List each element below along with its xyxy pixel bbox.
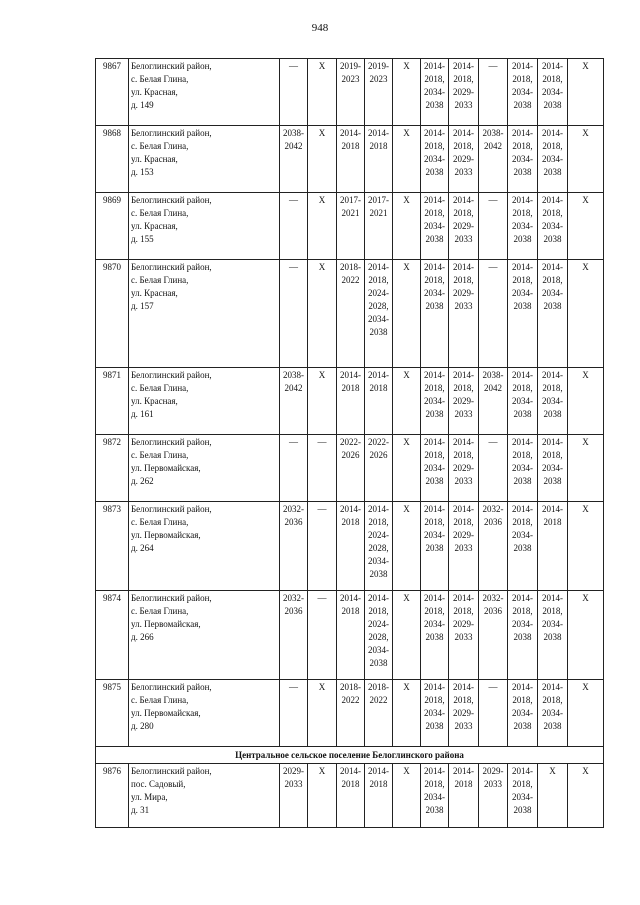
period-cell: 2022- 2026 xyxy=(337,435,365,502)
period-cell: 2014- 2018, 2034- 2038 xyxy=(421,502,449,591)
table-row xyxy=(96,435,604,502)
period-cell: 2014- 2018, 2034- 2038 xyxy=(421,126,449,193)
section-header-row xyxy=(96,747,604,764)
period-cell: 2038- 2042 xyxy=(280,368,308,435)
period-cell: X xyxy=(393,260,421,368)
row-number: 9875 xyxy=(96,680,129,747)
period-cell: X xyxy=(393,591,421,680)
period-cell: 2014- 2018, 2034- 2038 xyxy=(421,368,449,435)
table-row xyxy=(96,193,604,260)
period-cell: 2018- 2022 xyxy=(365,680,393,747)
period-cell: 2014- 2018, 2034- 2038 xyxy=(508,591,538,680)
period-cell: 2014- 2018, 2034- 2038 xyxy=(421,435,449,502)
period-cell: 2014- 2018, 2034- 2038 xyxy=(538,368,568,435)
period-cell: X xyxy=(568,680,604,747)
row-number: 9868 xyxy=(96,126,129,193)
period-cell: — xyxy=(479,260,508,368)
period-cell: X xyxy=(308,193,337,260)
period-cell: — xyxy=(479,59,508,126)
period-cell: X xyxy=(308,764,337,828)
period-cell: 2014- 2018 xyxy=(365,126,393,193)
period-cell: 2014- 2018, 2024- 2028, 2034- 2038 xyxy=(365,502,393,591)
period-cell: 2014- 2018 xyxy=(337,764,365,828)
period-cell: 2014- 2018, 2034- 2038 xyxy=(508,435,538,502)
period-cell: 2014- 2018 xyxy=(337,502,365,591)
period-cell: 2014- 2018, 2034- 2038 xyxy=(508,680,538,747)
period-cell: 2014- 2018 xyxy=(337,126,365,193)
period-cell: X xyxy=(393,764,421,828)
period-cell: 2019- 2023 xyxy=(365,59,393,126)
period-cell: 2017- 2021 xyxy=(337,193,365,260)
section-title: Центральное сельское поселение Белоглинского района xyxy=(96,747,604,764)
period-cell: 2019- 2023 xyxy=(337,59,365,126)
address-cell: Белоглинский район, с. Белая Глина, ул. Первомайская, д. 280 xyxy=(129,680,280,747)
period-cell: X xyxy=(393,126,421,193)
period-cell: 2014- 2018, 2034- 2038 xyxy=(508,126,538,193)
period-cell: — xyxy=(280,59,308,126)
period-cell: — xyxy=(280,193,308,260)
period-cell: 2029- 2033 xyxy=(479,764,508,828)
period-cell: X xyxy=(568,126,604,193)
period-cell: 2014- 2018, 2029- 2033 xyxy=(449,591,479,680)
address-cell: Белоглинский район, с. Белая Глина, ул. Первомайская, д. 266 xyxy=(129,591,280,680)
period-cell: 2014- 2018 xyxy=(538,502,568,591)
period-cell: X xyxy=(393,680,421,747)
period-cell: X xyxy=(393,502,421,591)
address-cell: Белоглинский район, с. Белая Глина, ул. Первомайская, д. 264 xyxy=(129,502,280,591)
table-row xyxy=(96,126,604,193)
period-cell: — xyxy=(280,680,308,747)
period-cell: 2014- 2018, 2034- 2038 xyxy=(508,260,538,368)
table-row xyxy=(96,368,604,435)
period-cell: 2032- 2036 xyxy=(280,591,308,680)
period-cell: X xyxy=(538,764,568,828)
period-cell: — xyxy=(308,435,337,502)
period-cell: X xyxy=(568,764,604,828)
period-cell: 2014- 2018, 2034- 2038 xyxy=(508,193,538,260)
period-cell: 2014- 2018, 2029- 2033 xyxy=(449,502,479,591)
period-cell: 2032- 2036 xyxy=(479,502,508,591)
period-cell: 2018- 2022 xyxy=(337,260,365,368)
period-cell: 2014- 2018, 2029- 2033 xyxy=(449,680,479,747)
period-cell: X xyxy=(568,368,604,435)
period-cell: 2014- 2018, 2034- 2038 xyxy=(421,591,449,680)
period-cell: 2014- 2018, 2034- 2038 xyxy=(538,435,568,502)
row-number: 9867 xyxy=(96,59,129,126)
period-cell: 2014- 2018, 2034- 2038 xyxy=(538,680,568,747)
period-cell: 2014- 2018, 2034- 2038 xyxy=(421,193,449,260)
address-cell: Белоглинский район, с. Белая Глина, ул. Красная, д. 157 xyxy=(129,260,280,368)
page-number: 948 xyxy=(311,22,329,34)
period-cell: X xyxy=(308,368,337,435)
period-cell: X xyxy=(308,680,337,747)
period-cell: 2014- 2018 xyxy=(337,368,365,435)
period-cell: 2014- 2018 xyxy=(449,764,479,828)
period-cell: X xyxy=(568,502,604,591)
address-cell: Белоглинский район, пос. Садовый, ул. Мира, д. 31 xyxy=(129,764,280,828)
table-row xyxy=(96,680,604,747)
period-cell: 2032- 2036 xyxy=(280,502,308,591)
period-cell: X xyxy=(393,368,421,435)
period-cell: 2017- 2021 xyxy=(365,193,393,260)
period-cell: — xyxy=(479,435,508,502)
period-cell: — xyxy=(479,680,508,747)
row-number: 9871 xyxy=(96,368,129,435)
period-cell: X xyxy=(393,435,421,502)
period-cell: X xyxy=(393,193,421,260)
row-number: 9872 xyxy=(96,435,129,502)
period-cell: X xyxy=(568,435,604,502)
period-cell: 2014- 2018 xyxy=(337,591,365,680)
row-number: 9870 xyxy=(96,260,129,368)
row-number: 9873 xyxy=(96,502,129,591)
period-cell: 2014- 2018, 2029- 2033 xyxy=(449,193,479,260)
period-cell: 2014- 2018, 2034- 2038 xyxy=(538,126,568,193)
table-row xyxy=(96,260,604,368)
period-cell: X xyxy=(568,193,604,260)
period-cell: X xyxy=(308,59,337,126)
period-cell: 2014- 2018, 2034- 2038 xyxy=(421,680,449,747)
period-cell: — xyxy=(479,193,508,260)
address-cell: Белоглинский район, с. Белая Глина, ул. Красная, д. 155 xyxy=(129,193,280,260)
period-cell: 2038- 2042 xyxy=(280,126,308,193)
period-cell: 2014- 2018, 2034- 2038 xyxy=(421,260,449,368)
period-cell: 2018- 2022 xyxy=(337,680,365,747)
period-cell: 2022- 2026 xyxy=(365,435,393,502)
period-cell: 2014- 2018, 2024- 2028, 2034- 2038 xyxy=(365,260,393,368)
period-cell: X xyxy=(308,126,337,193)
period-cell: X xyxy=(568,591,604,680)
address-cell: Белоглинский район, с. Белая Глина, ул. Красная, д. 153 xyxy=(129,126,280,193)
table-row xyxy=(96,764,604,828)
address-cell: Белоглинский район, с. Белая Глина, ул. Красная, д. 161 xyxy=(129,368,280,435)
period-cell: — xyxy=(280,260,308,368)
period-cell: 2014- 2018 xyxy=(365,368,393,435)
period-cell: 2038- 2042 xyxy=(479,126,508,193)
row-number: 9876 xyxy=(96,764,129,828)
period-cell: 2014- 2018, 2034- 2038 xyxy=(508,502,538,591)
row-number: 9869 xyxy=(96,193,129,260)
table-row xyxy=(96,59,604,126)
period-cell: 2014- 2018, 2034- 2038 xyxy=(508,368,538,435)
period-cell: 2038- 2042 xyxy=(479,368,508,435)
address-cell: Белоглинский район, с. Белая Глина, ул. Красная, д. 149 xyxy=(129,59,280,126)
period-cell: 2014- 2018, 2029- 2033 xyxy=(449,435,479,502)
period-cell: 2032- 2036 xyxy=(479,591,508,680)
period-cell: 2029- 2033 xyxy=(280,764,308,828)
registry-table xyxy=(95,58,604,828)
period-cell: — xyxy=(280,435,308,502)
period-cell: — xyxy=(308,591,337,680)
period-cell: 2014- 2018, 2029- 2033 xyxy=(449,59,479,126)
period-cell: X xyxy=(568,59,604,126)
address-cell: Белоглинский район, с. Белая Глина, ул. Первомайская, д. 262 xyxy=(129,435,280,502)
table-row xyxy=(96,591,604,680)
period-cell: 2014- 2018, 2034- 2038 xyxy=(508,59,538,126)
period-cell: 2014- 2018, 2034- 2038 xyxy=(538,193,568,260)
period-cell: 2014- 2018, 2034- 2038 xyxy=(508,764,538,828)
period-cell: 2014- 2018, 2034- 2038 xyxy=(538,260,568,368)
period-cell: 2014- 2018, 2034- 2038 xyxy=(421,59,449,126)
period-cell: 2014- 2018, 2029- 2033 xyxy=(449,260,479,368)
period-cell: X xyxy=(308,260,337,368)
table-row xyxy=(96,502,604,591)
period-cell: 2014- 2018, 2024- 2028, 2034- 2038 xyxy=(365,591,393,680)
period-cell: X xyxy=(568,260,604,368)
period-cell: 2014- 2018, 2029- 2033 xyxy=(449,126,479,193)
period-cell: 2014- 2018 xyxy=(365,764,393,828)
period-cell: — xyxy=(308,502,337,591)
row-number: 9874 xyxy=(96,591,129,680)
period-cell: 2014- 2018, 2029- 2033 xyxy=(449,368,479,435)
period-cell: 2014- 2018, 2034- 2038 xyxy=(538,591,568,680)
period-cell: 2014- 2018, 2034- 2038 xyxy=(421,764,449,828)
period-cell: X xyxy=(393,59,421,126)
period-cell: 2014- 2018, 2034- 2038 xyxy=(538,59,568,126)
